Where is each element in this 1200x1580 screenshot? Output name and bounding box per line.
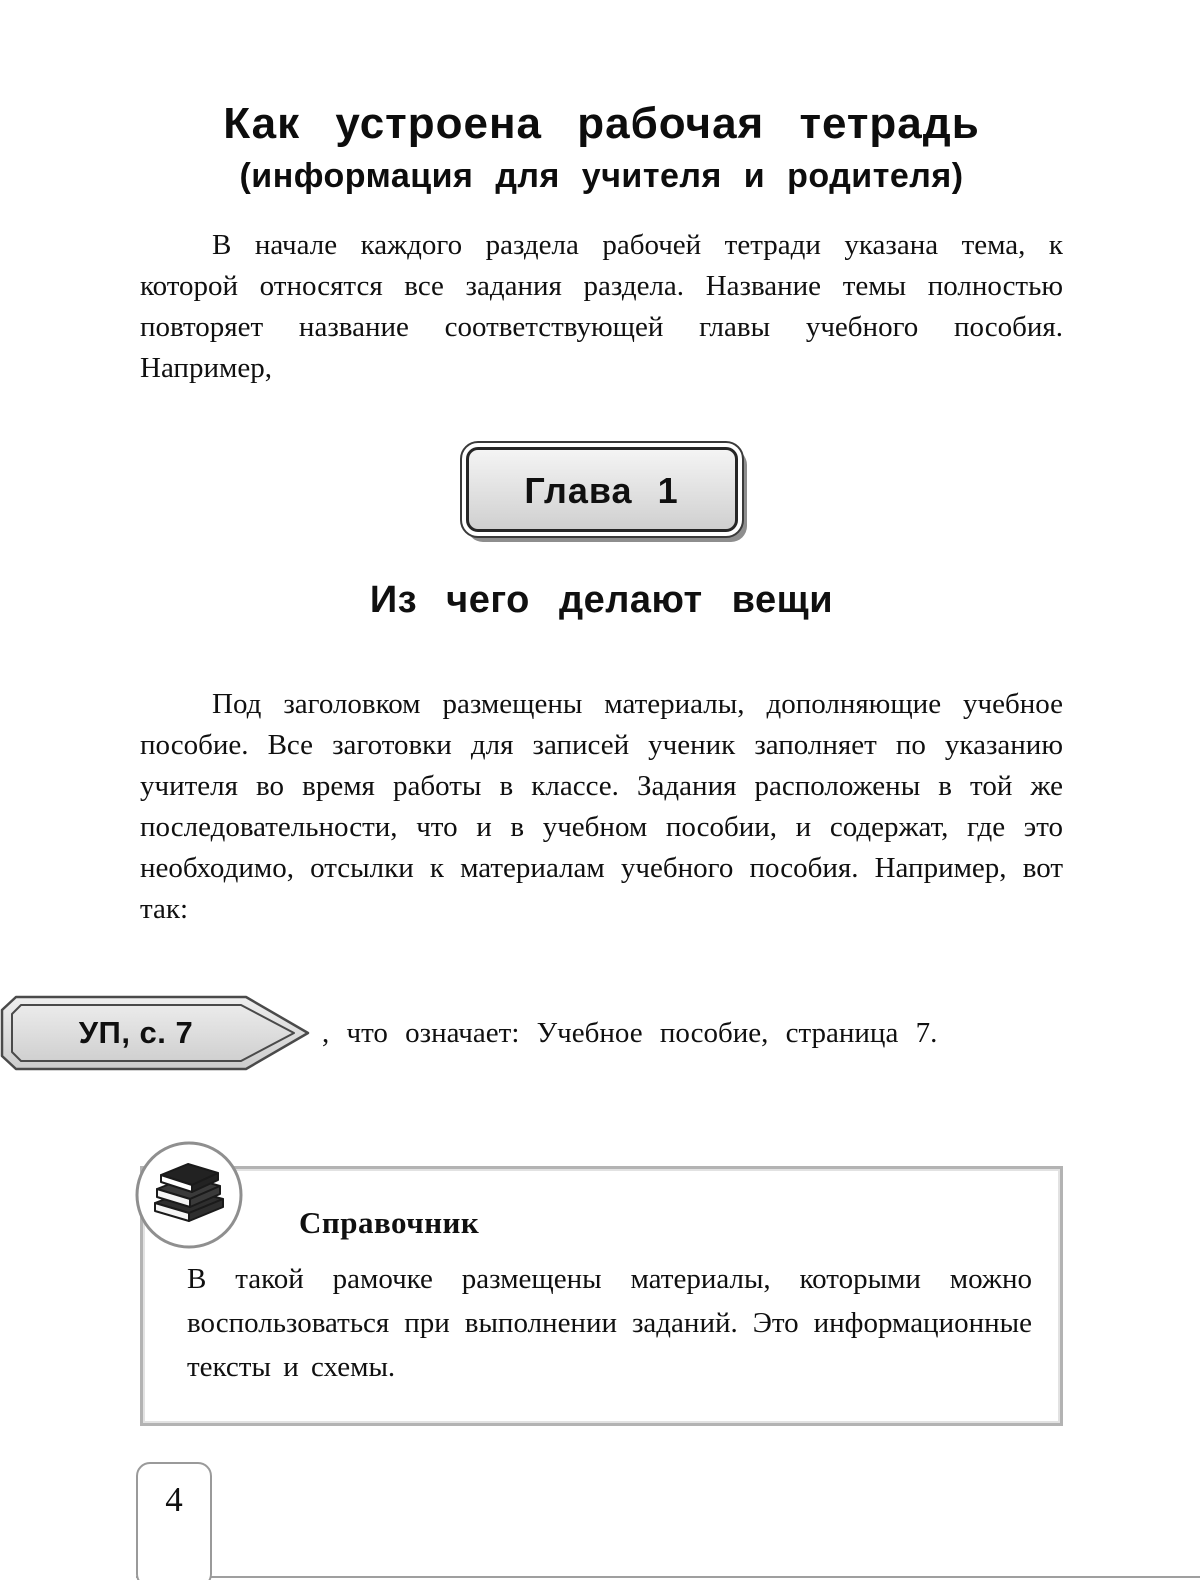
chapter-heading: Из чего делают вещи [369,579,834,622]
reference-ribbon [0,992,314,1074]
info-box-text: В такой рамочке размещены материалы, которыми можно воспользоваться при выполнении заданий. Это информационные тексты и схемы. [187,1262,1032,1383]
page-content [78,0,1063,1426]
reference-info-box [140,1166,1063,1426]
intro-paragraph: В начале каждого раздела рабочей тетради указана тема, к которой относятся все задания раздела. Название темы полностью повторяет название соответствующей главы учебного пособия. Например, [140,229,1063,385]
info-box-title: Справочник [299,1204,480,1240]
page-title-block [140,0,1063,197]
page-number [136,1462,212,1580]
books-icon [133,1139,245,1251]
page-number-value: 4 [165,1480,183,1519]
books-icon-svg [133,1139,245,1251]
reference-tag: УП, с. 7 [78,1014,194,1050]
reference-explanation: , что означает: Учебное пособие, страница 7. [322,1016,938,1049]
footer-rule [136,1576,1200,1578]
body-paragraph: Под заголовком размещены материалы, дополняющие учебное пособие. Все заготовки для записей ученик заполняет по указанию учителя во время работы в классе. Задания расположены в той же последовательности, что и в учебном пособии, и содержат, где это необходимо, отсылки к материалам учебного пособия. Например, вот так: [140,687,1063,925]
chapter-badge [460,441,744,538]
reference-row [0,992,1063,1074]
page-title: Как устроена рабочая тетрадь [223,99,980,148]
page-subtitle: (информация для учителя и родителя) [239,156,964,195]
chapter-badge-label: Глава 1 [466,447,738,532]
